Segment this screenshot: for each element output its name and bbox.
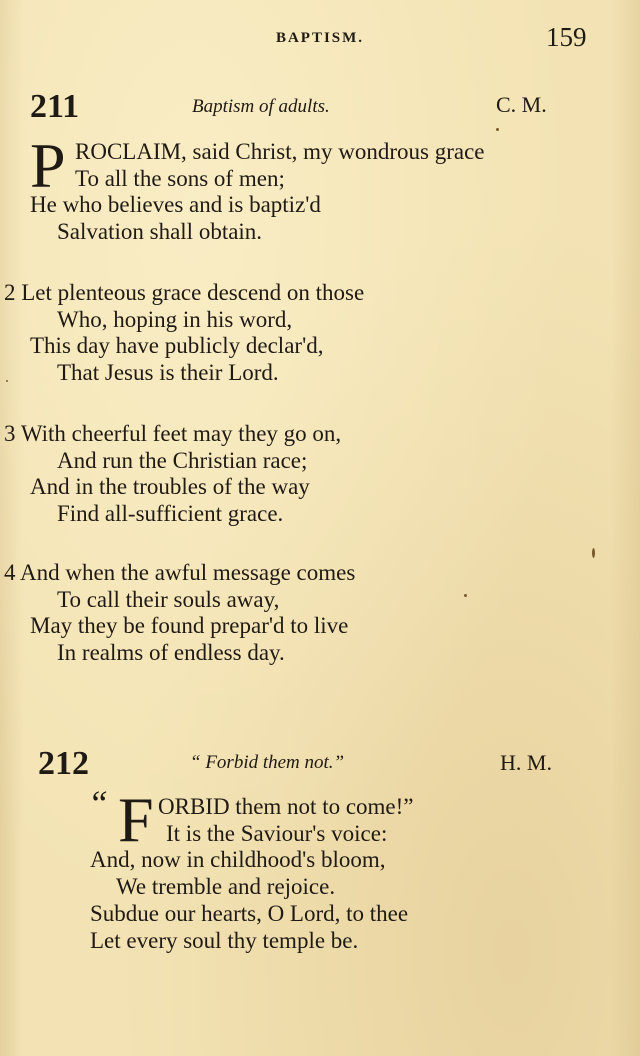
hymn-211-line: ROCLAIM, said Christ, my wondrous grace — [75, 139, 485, 164]
hymn-211-line: To call their souls away, — [57, 587, 280, 612]
hymn-211-line: 2 Let plenteous grace descend on those — [4, 280, 365, 305]
hymn-211-line: To all the sons of men; — [75, 166, 285, 191]
hymn-211-line: That Jesus is their Lord. — [57, 360, 279, 385]
hymn-212-line: ORBID them not to come!” — [158, 794, 414, 819]
paper-speck — [496, 128, 499, 131]
hymn-211-line: Salvation shall obtain. — [57, 219, 263, 244]
hymn-212-line: Let every soul thy temple be. — [90, 928, 359, 953]
hymn-212-line: It is the Saviour's voice: — [166, 821, 388, 846]
hymn-211-line: May they be found prepar'd to live — [30, 613, 349, 638]
hymn-211-number: 211 — [30, 88, 80, 125]
hymn-211-line: Find all-sufficient grace. — [57, 501, 284, 526]
hymn-211-drop-cap: P — [30, 130, 66, 201]
hymn-211-line: And run the Christian race; — [57, 448, 308, 473]
hymn-211-line: He who believes and is baptiz'd — [30, 192, 321, 217]
page-number: 159 — [546, 22, 587, 52]
hymn-211-line: In realms of endless day. — [57, 640, 285, 665]
hymn-212-line: We tremble and rejoice. — [116, 874, 336, 899]
hymn-212-title: “ Forbid them not.” — [190, 752, 345, 773]
hymn-211-line: This day have publicly declar'd, — [30, 333, 324, 358]
running-head: BAPTISM. — [275, 30, 365, 46]
hymn-212-meter: H. M. — [500, 750, 552, 775]
hymn-211-line: Who, hoping in his word, — [57, 307, 293, 332]
hymn-212-line: Subdue our hearts, O Lord, to thee — [90, 901, 409, 926]
hymn-212-drop-cap: F — [118, 784, 154, 855]
hymn-212-number: 212 — [38, 745, 89, 782]
hymn-211-meter: C. M. — [496, 92, 547, 117]
hymn-211-line: And in the troubles of the way — [30, 474, 310, 499]
paper-speck — [592, 548, 595, 558]
hymn-212-open-quote: “ — [88, 783, 109, 823]
paper-speck — [464, 594, 467, 597]
paper-speck — [6, 380, 8, 382]
hymn-211-line: 3 With cheerful feet may they go on, — [4, 421, 342, 446]
hymn-211-line: 4 And when the awful message comes — [4, 560, 356, 585]
hymn-212-line: And, now in childhood's bloom, — [90, 847, 386, 872]
hymn-211-title: Baptism of adults. — [192, 96, 330, 117]
